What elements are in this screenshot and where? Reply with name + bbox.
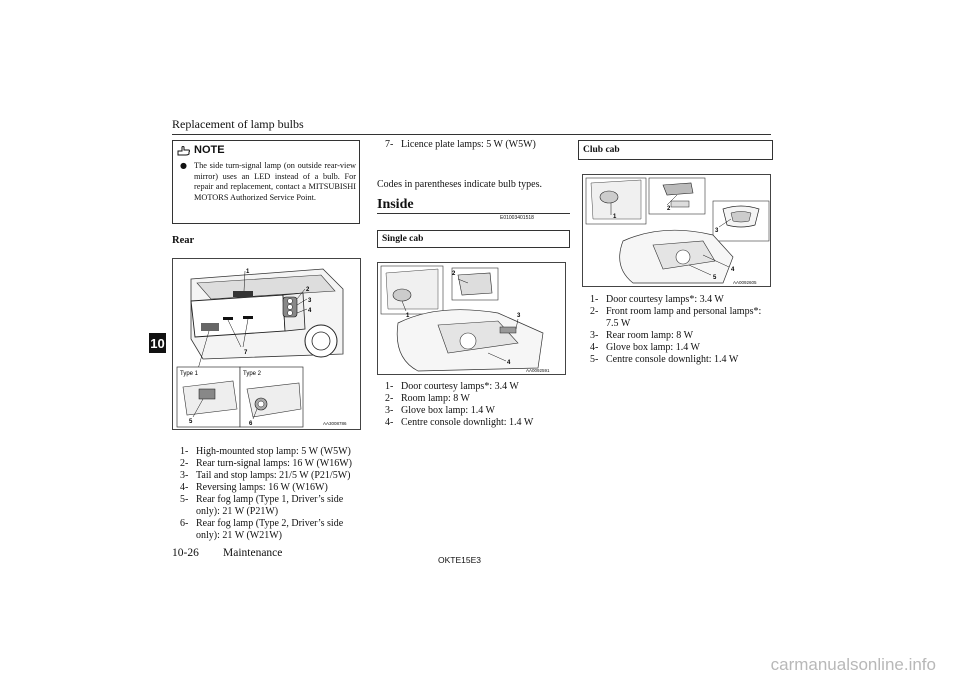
single-cab-illustration — [378, 263, 566, 375]
list-item: 4- Glove box lamp: 1.4 W — [590, 342, 700, 353]
rear-callout-4: 4 — [308, 308, 312, 314]
type1-label: Type 1 — [180, 371, 199, 377]
list-item: 3- Tail and stop lamps: 21/5 W (P21/5W) — [180, 470, 351, 481]
single-callout-2: 2 — [452, 271, 456, 277]
note-heading — [177, 144, 225, 156]
list-item: 5- Rear fog lamp (Type 1, Driver’s side only): 21 W (P21W) — [180, 494, 344, 517]
note-content — [181, 161, 356, 203]
watermark: carmanualsonline.info — [770, 655, 936, 674]
single-callout-1: 1 — [406, 313, 410, 319]
rear-truck-illustration — [173, 259, 361, 430]
rear-label: Rear — [172, 235, 195, 246]
list-item: 1- Door courtesy lamps*: 3.4 W — [590, 294, 724, 305]
list-item: 3- Rear room lamp: 8 W — [590, 330, 694, 341]
list-item: 4- Reversing lamps: 16 W (W16W) — [180, 482, 328, 493]
note-bullet: ● — [180, 161, 187, 170]
note-box — [172, 140, 360, 224]
list-item: 2- Room lamp: 8 W — [385, 393, 470, 404]
type2-label: Type 2 — [243, 371, 262, 377]
rear-callout-3: 3 — [308, 298, 312, 304]
codes-note: Codes in parentheses indicate bulb types. — [377, 179, 542, 190]
club-cab-bulb-list — [590, 294, 770, 366]
club-cab-illustration — [583, 175, 771, 287]
club-front-lamp-inset — [649, 178, 705, 214]
list-item: 7- Licence plate lamps: 5 W (W5W) — [385, 139, 536, 150]
note-label: NOTE — [194, 144, 225, 156]
inside-title: Inside — [377, 197, 414, 212]
club-cab-figure — [582, 174, 771, 287]
rear-callout-1: 1 — [246, 269, 250, 275]
rear-callout-7: 7 — [244, 350, 248, 356]
single-callout-4: 4 — [507, 360, 511, 366]
single-cab-figure-code: AA0092591 — [526, 368, 550, 373]
single-cab-heading: Single cab — [377, 230, 570, 248]
single-callout-3: 3 — [517, 313, 521, 319]
rear-callout-5: 5 — [189, 419, 193, 425]
list-item: 5- Centre console downlight: 1.4 W — [590, 354, 739, 365]
note-hand-icon — [177, 145, 191, 156]
club-cab-figure-code: AA0092605 — [733, 280, 757, 285]
club-callout-1: 1 — [613, 214, 617, 220]
header-rule — [172, 134, 771, 135]
footer-section: Maintenance — [223, 547, 283, 559]
page-number: 10-26 — [172, 547, 199, 559]
footer-code: OKTE15E3 — [438, 555, 481, 565]
list-item: 3- Glove box lamp: 1.4 W — [385, 405, 495, 416]
list-item: 4- Centre console downlight: 1.4 W — [385, 417, 534, 428]
club-cab-heading: Club cab — [578, 140, 773, 160]
rear-callout-2: 2 — [306, 287, 310, 293]
inside-rule — [377, 213, 570, 214]
rear-figure — [172, 258, 361, 430]
club-callout-5: 5 — [713, 275, 717, 281]
page-header-title: Replacement of lamp bulbs — [172, 117, 304, 131]
rear-callout-6: 6 — [249, 421, 253, 427]
list-item: 1- Door courtesy lamps*: 3.4 W — [385, 381, 519, 392]
single-cab-figure — [377, 262, 566, 375]
high-mount-stop-lamp — [233, 291, 253, 297]
inside-code: E01003401518 — [500, 215, 534, 221]
club-callout-2: 2 — [667, 206, 671, 212]
chapter-tab: 10 — [149, 333, 166, 353]
rear-figure-code: AA3008786 — [323, 421, 347, 426]
licence-plate-item — [385, 139, 575, 151]
list-item: 2- Front room lamp and personal lamps*: 7.5 W — [590, 306, 762, 329]
list-item: 2- Rear turn-signal lamps: 16 W (W16W) — [180, 458, 352, 469]
club-callout-3: 3 — [715, 228, 719, 234]
list-item: 1- High-mounted stop lamp: 5 W (W5W) — [180, 446, 351, 457]
list-item: 6- Rear fog lamp (Type 2, Driver’s side only): 21 W (W21W) — [180, 518, 344, 541]
note-text: The side turn-signal lamp (on outside rear-view mirror) uses an LED instead of a bulb. For repair and replacement, contact a MITSUBISHI MOTORS Authorized Service Point. — [194, 161, 356, 202]
club-callout-4: 4 — [731, 267, 735, 273]
rear-bulb-list — [180, 446, 362, 542]
single-cab-bulb-list — [385, 381, 570, 429]
